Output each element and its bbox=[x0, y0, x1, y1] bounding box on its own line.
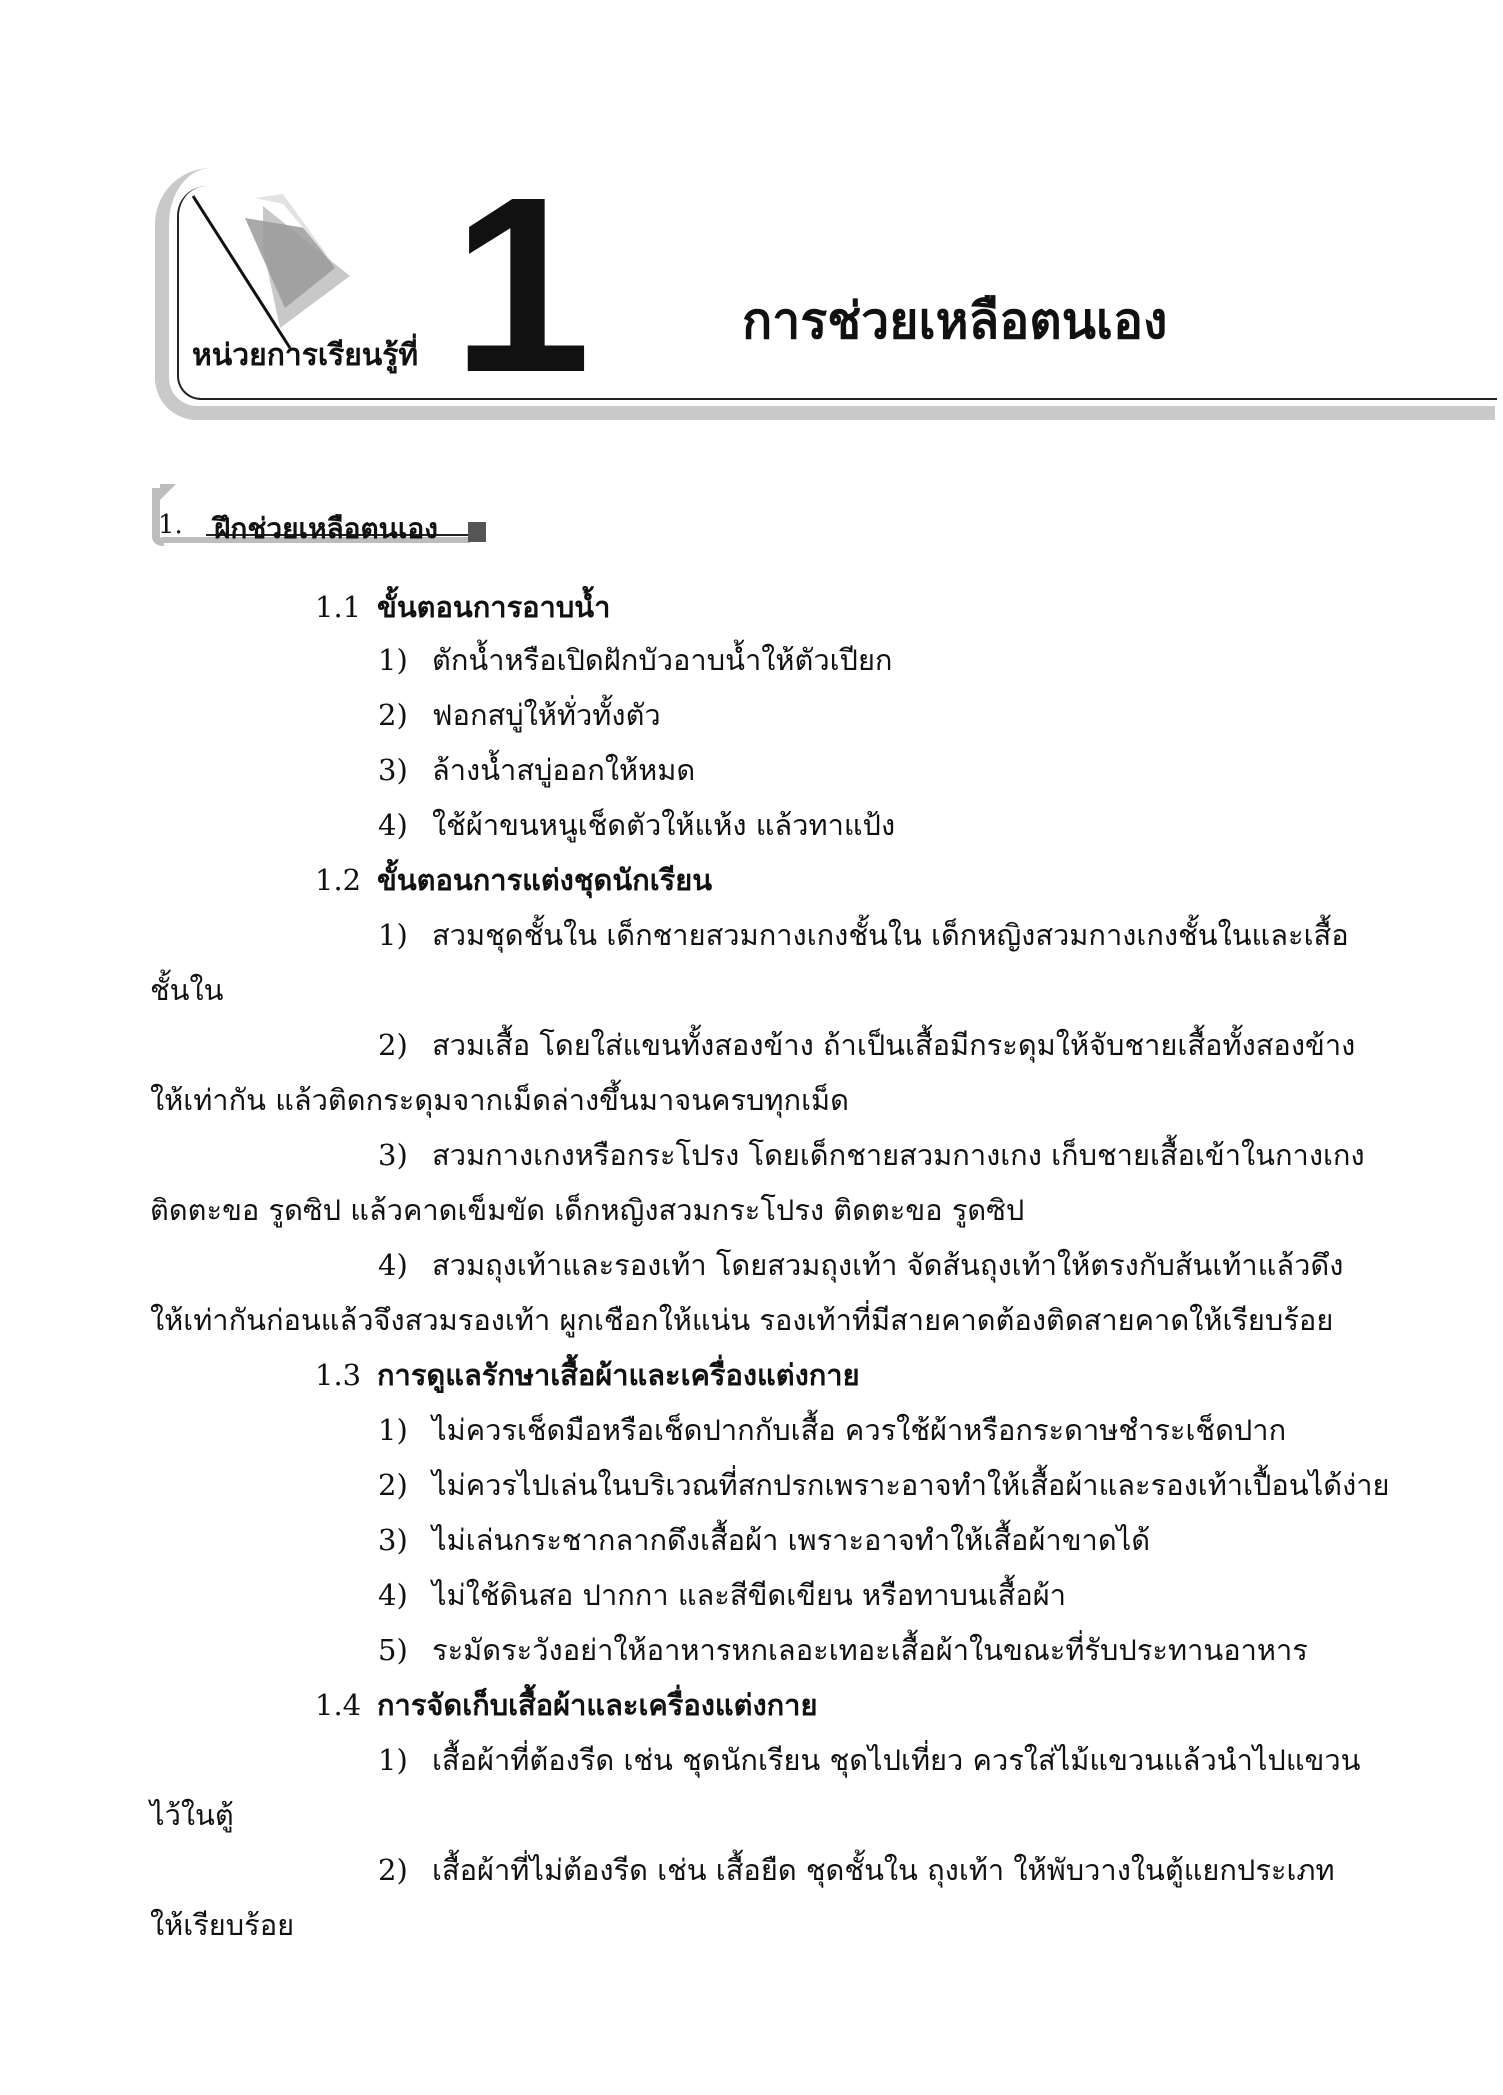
item-continuation: ไว้ในตู้ bbox=[150, 1798, 234, 1832]
item-number: 2) bbox=[378, 1028, 408, 1062]
item-number: 1) bbox=[378, 1413, 408, 1447]
item-number: 3) bbox=[378, 1138, 408, 1172]
item-text: ไม่ควรเช็ดมือหรือเช็ดปากกับเสื้อ ควรใช้ผ้าหรือกระดาษชำระเช็ดปาก bbox=[432, 1413, 1287, 1447]
list-item bbox=[378, 918, 1349, 953]
list-item bbox=[378, 1633, 1308, 1668]
section-title: ฝึกช่วยเหลือตนเอง bbox=[214, 512, 438, 545]
subsection-heading bbox=[315, 1358, 860, 1393]
item-number: 1) bbox=[378, 918, 408, 952]
list-item bbox=[378, 1468, 1390, 1503]
item-text: สวมชุดชั้นใน เด็กชายสวมกางเกงชั้นใน เด็กหญิงสวมกางเกงชั้นในและเสื้อ bbox=[432, 918, 1349, 952]
list-item bbox=[378, 1248, 1343, 1283]
subsection-heading bbox=[315, 1688, 817, 1723]
item-text: ระมัดระวังอย่าให้อาหารหกเลอะเทอะเสื้อผ้าในขณะที่รับประทานอาหาร bbox=[432, 1633, 1308, 1667]
list-item bbox=[378, 753, 695, 788]
section-number: 1. bbox=[158, 510, 183, 540]
subsection-title: การดูแลรักษาเสื้อผ้าและเครื่องแต่งกาย bbox=[377, 1358, 860, 1392]
item-number: 2) bbox=[378, 1853, 408, 1887]
unit-label: หน่วยการเรียนรู้ที่ bbox=[192, 338, 419, 373]
item-continuation: ให้เท่ากัน แล้วติดกระดุมจากเม็ดล่างขึ้นมาจนครบทุกเม็ด bbox=[150, 1083, 849, 1117]
subsection-number: 1.4 bbox=[315, 1688, 362, 1722]
item-text: ตักน้ำหรือเปิดฝักบัวอาบน้ำให้ตัวเปียก bbox=[432, 643, 893, 677]
item-text: ไม่ควรไปเล่นในบริเวณที่สกปรกเพราะอาจทำให้เสื้อผ้าและรองเท้าเปื้อนได้ง่าย bbox=[432, 1468, 1390, 1502]
item-number: 2) bbox=[378, 1468, 408, 1502]
item-continuation: ติดตะขอ รูดซิป แล้วคาดเข็มขัด เด็กหญิงสวมกระโปรง ติดตะขอ รูดซิป bbox=[150, 1193, 1025, 1227]
subsection-number: 1.2 bbox=[315, 863, 362, 897]
item-text: เสื้อผ้าที่ต้องรีด เช่น ชุดนักเรียน ชุดไปเที่ยว ควรใส่ไม้แขวนแล้วนำไปแขวน bbox=[432, 1743, 1361, 1777]
item-continuation: ชั้นใน bbox=[150, 973, 224, 1007]
item-text: ไม่ใช้ดินสอ ปากกา และสีขีดเขียน หรือทาบนเสื้อผ้า bbox=[432, 1578, 1067, 1612]
item-number: 4) bbox=[378, 808, 408, 842]
item-number: 4) bbox=[378, 1248, 408, 1282]
subsection-title: การจัดเก็บเสื้อผ้าและเครื่องแต่งกาย bbox=[377, 1688, 818, 1722]
unit-number: 1 bbox=[452, 145, 586, 424]
subsection-number: 1.1 bbox=[315, 590, 362, 624]
chapter-title: การช่วยเหลือตนเอง bbox=[742, 292, 1168, 350]
item-text: ฟอกสบู่ให้ทั่วทั้งตัว bbox=[432, 698, 661, 732]
list-item bbox=[378, 1523, 1150, 1558]
subsection-title: ขั้นตอนการอาบน้ำ bbox=[377, 590, 611, 624]
subsection-heading bbox=[315, 590, 610, 625]
subsection-title: ขั้นตอนการแต่งชุดนักเรียน bbox=[377, 863, 713, 897]
subsection-heading bbox=[315, 863, 712, 898]
item-number: 2) bbox=[378, 698, 408, 732]
subsection-number: 1.3 bbox=[315, 1358, 362, 1392]
chapter-header-decoration bbox=[185, 188, 365, 353]
item-number: 5) bbox=[378, 1633, 408, 1667]
list-item bbox=[378, 1028, 1355, 1063]
item-continuation: ให้เท่ากันก่อนแล้วจึงสวมรองเท้า ผูกเชือกให้แน่น รองเท้าที่มีสายคาดต้องติดสายคาดให้เรียบร้อย bbox=[150, 1303, 1334, 1337]
item-text: ล้างน้ำสบู่ออกให้หมด bbox=[432, 753, 696, 787]
item-number: 1) bbox=[378, 643, 408, 677]
item-number: 3) bbox=[378, 753, 408, 787]
item-text: ไม่เล่นกระชากลากดึงเสื้อผ้า เพราะอาจทำให้เสื้อผ้าขาดได้ bbox=[432, 1523, 1151, 1557]
item-text: เสื้อผ้าที่ไม่ต้องรีด เช่น เสื้อยืด ชุดชั้นใน ถุงเท้า ให้พับวางในตู้แยกประเภท bbox=[432, 1853, 1335, 1887]
list-item bbox=[378, 698, 661, 733]
item-number: 4) bbox=[378, 1578, 408, 1612]
item-text: สวมกางเกงหรือกระโปรง โดยเด็กชายสวมกางเกง เก็บชายเสื้อเข้าในกางเกง bbox=[432, 1138, 1365, 1172]
item-text: สวมเสื้อ โดยใส่แขนทั้งสองข้าง ถ้าเป็นเสื้อมีกระดุมให้จับชายเสื้อทั้งสองข้าง bbox=[432, 1028, 1356, 1062]
list-item bbox=[378, 1743, 1360, 1778]
item-number: 1) bbox=[378, 1743, 408, 1777]
item-text: ใช้ผ้าขนหนูเช็ดตัวให้แห้ง แล้วทาแป้ง bbox=[432, 808, 896, 842]
list-item bbox=[378, 1413, 1286, 1448]
list-item bbox=[378, 643, 893, 678]
list-item bbox=[378, 1138, 1365, 1173]
list-item bbox=[378, 1853, 1335, 1888]
item-number: 3) bbox=[378, 1523, 408, 1557]
item-text: สวมถุงเท้าและรองเท้า โดยสวมถุงเท้า จัดส้นถุงเท้าให้ตรงกับส้นเท้าแล้วดึง bbox=[432, 1248, 1344, 1282]
list-item bbox=[378, 1578, 1066, 1613]
item-continuation: ให้เรียบร้อย bbox=[150, 1908, 295, 1942]
list-item bbox=[378, 808, 895, 843]
